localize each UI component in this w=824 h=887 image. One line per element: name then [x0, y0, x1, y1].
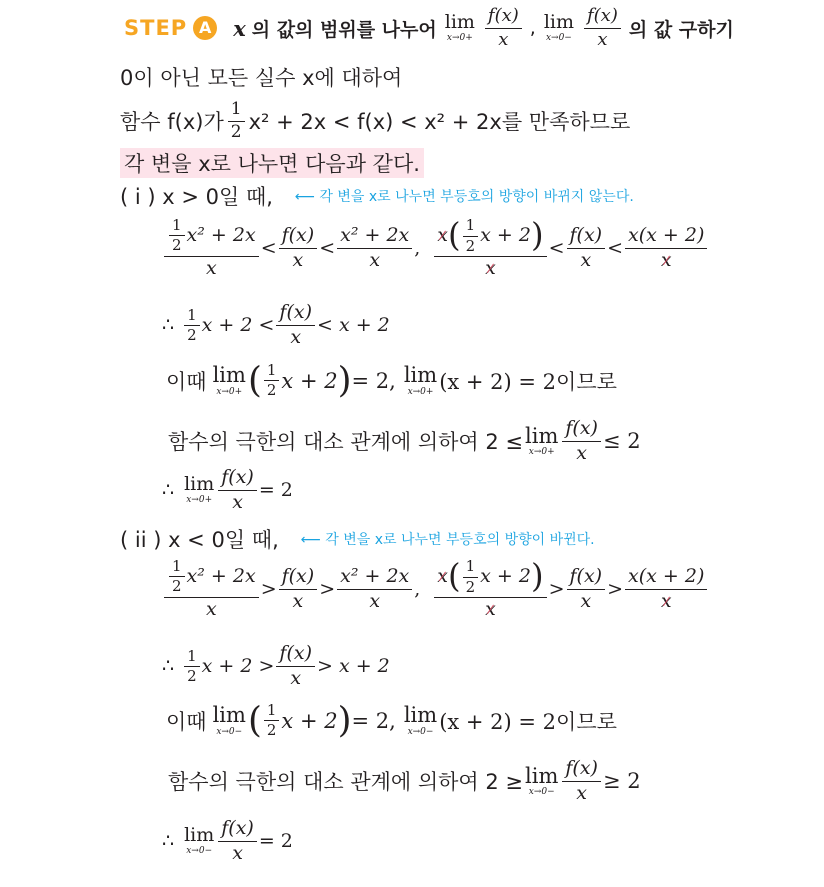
- header-var: x: [233, 15, 246, 41]
- header-lim-pos: lim x→0+: [444, 11, 475, 44]
- case-2-limits: 이때 lim x→0− ( $\frac{1}{2}$ x + 2 ) = 2, lim x→0− (x + 2) = 2이므로: [166, 700, 617, 741]
- line-2: 함수 f(x)가 $\frac{1}{2}$ x² + 2x < f(x) < x² + 2x를 만족하므로: [120, 99, 631, 142]
- case-1-note: ⟵ 각 변을 x로 나누면 부등호의 방향이 바뀌지 않는다.: [294, 189, 634, 205]
- case-1-label: ( i ) x > 0일 때,: [120, 185, 273, 209]
- header-frac-2: $\frac{f(x)}{x}$: [584, 6, 621, 50]
- line-1: 0이 아닌 모든 실수 x에 대하여: [120, 66, 403, 90]
- case-1-result: ∴ lim x→0+ $\frac{f(x)}{x}$ = 2: [162, 466, 293, 513]
- case-2-label: ( ii ) x < 0일 때,: [120, 528, 279, 552]
- case-1-header: [120, 181, 634, 211]
- case-1-inequality: $\frac{1}{2}$ x² + 2x x < $\frac{f(x)}{x}$ < $\frac{\text{x² + 2x}}{x}$ , x( $\frac{1}{2}$ x + 2) x < $\frac{f(x)}{x}$ < $\frac{x(x + 2)}{x}$: [162, 217, 709, 280]
- step-header: [124, 6, 734, 50]
- case-1-squeeze: 함수의 극한의 대소 관계에 의하여 2 ≤ lim x→0+ $\frac{f(x)}{x}$ ≤ 2: [168, 417, 641, 464]
- case-2-therefore-1: ∴ $\frac{1}{2}$ x + 2 > $\frac{f(x)}{x}$ > x + 2: [162, 642, 390, 689]
- case-2-result: ∴ lim x→0− $\frac{f(x)}{x}$ = 2: [162, 817, 293, 864]
- line-3-highlight: 각 변을 x로 나누면 다음과 같다.: [120, 148, 424, 178]
- header-lim-neg: lim x→0−: [543, 11, 574, 44]
- case-1-limits: 이때 lim x→0+ ( $\frac{1}{2}$ x + 2 ) = 2, lim x→0+ (x + 2) = 2이므로: [166, 360, 617, 401]
- header-comma: ,: [529, 17, 536, 40]
- header-frac-1: $\frac{f(x)}{x}$: [485, 6, 522, 50]
- case-1-therefore-1: ∴ $\frac{1}{2}$ x + 2 < $\frac{f(x)}{x}$ < x + 2: [162, 301, 390, 348]
- case-2-inequality: $\frac{1}{2}$ x² + 2x x > $\frac{f(x)}{x}$ > $\frac{\text{x² + 2x}}{x}$ , x( $\frac{1}{2}$ x + 2) x > $\frac{f(x)}{x}$ > $\frac{x(x + 2)}{x}$: [162, 558, 709, 621]
- step-label: STEP: [124, 16, 188, 41]
- case-2-squeeze: 함수의 극한의 대소 관계에 의하여 2 ≥ lim x→0− $\frac{f(x)}{x}$ ≥ 2: [168, 757, 641, 804]
- step-badge: A: [193, 16, 217, 40]
- case-2-header: [120, 524, 595, 554]
- header-text-1: 의 값의 범위를 나누어: [251, 18, 437, 41]
- case-2-note: ⟵ 각 변을 x로 나누면 부등호의 방향이 바뀐다.: [300, 532, 595, 548]
- header-text-2: 의 값 구하기: [628, 18, 734, 41]
